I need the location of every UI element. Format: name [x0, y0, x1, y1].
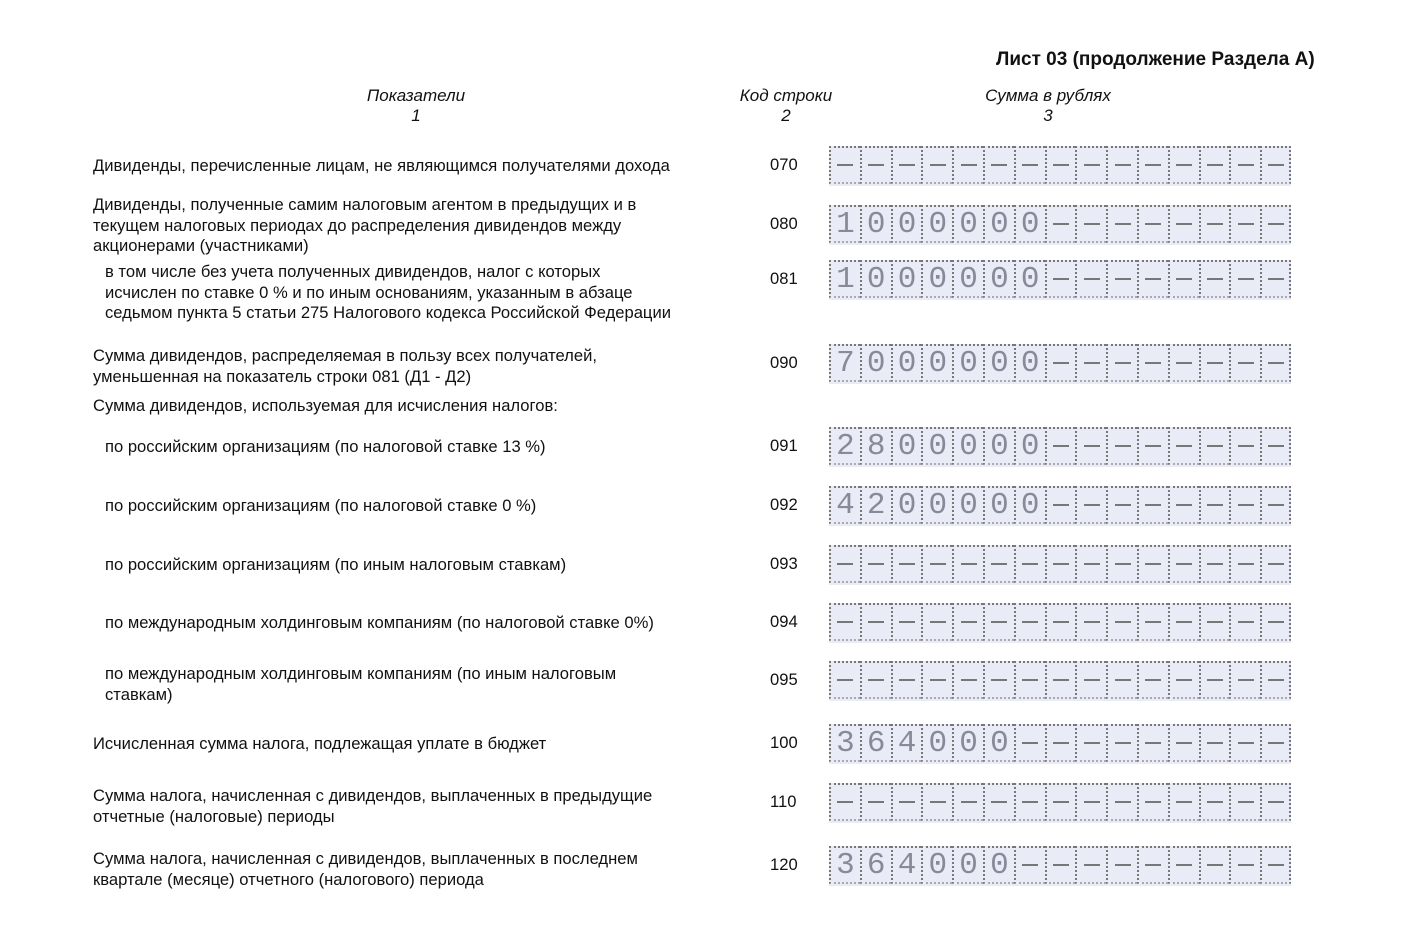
empty-cell-dash	[952, 661, 983, 699]
empty-cell-dash	[1229, 603, 1260, 641]
empty-cell-dash	[1168, 427, 1199, 465]
amount-field-070[interactable]	[829, 146, 1291, 186]
amount-field-110[interactable]	[829, 783, 1291, 823]
row-label-line: Сумма налога, начисленная с дивидендов, выплаченных в последнем	[93, 849, 638, 868]
empty-cell-dash	[1075, 260, 1106, 298]
empty-cell-dash	[1106, 545, 1137, 583]
empty-cell-dash	[1260, 545, 1291, 583]
digit-cell: 0	[983, 344, 1014, 382]
empty-cell-dash	[1137, 205, 1168, 243]
digit-cell: 0	[983, 486, 1014, 524]
empty-cell-dash	[891, 146, 922, 184]
digit-cell: 6	[860, 724, 891, 762]
empty-cell-dash	[1137, 846, 1168, 884]
digit-cell: 0	[921, 427, 952, 465]
empty-cell-dash	[1014, 846, 1045, 884]
empty-cell-dash	[921, 545, 952, 583]
empty-cell-dash	[860, 146, 891, 184]
empty-cell-dash	[1199, 146, 1230, 184]
digit-cell: 0	[983, 724, 1014, 762]
empty-cell-dash	[1045, 724, 1076, 762]
empty-cell-dash	[860, 783, 891, 821]
digit-cell: 0	[1014, 205, 1045, 243]
digit-cell: 0	[921, 846, 952, 884]
digit-cell: 0	[952, 260, 983, 298]
empty-cell-dash	[983, 783, 1014, 821]
digit-cell: 0	[1014, 427, 1045, 465]
row-label-line: по российским организациям (по налоговой ставке 13 %)	[105, 437, 546, 456]
empty-cell-dash	[1106, 783, 1137, 821]
empty-cell-dash	[1106, 146, 1137, 184]
empty-cell-dash	[1168, 260, 1199, 298]
empty-cell-dash	[1075, 427, 1106, 465]
digit-cell: 0	[983, 260, 1014, 298]
empty-cell-dash	[1106, 205, 1137, 243]
empty-cell-dash	[829, 603, 860, 641]
row-label-line: текущем налоговых периодах до распределения дивидендов между	[93, 215, 622, 235]
row-label-line: по российским организациям (по налоговой ставке 0 %)	[105, 496, 537, 515]
empty-cell-dash	[1229, 783, 1260, 821]
empty-cell-dash	[1045, 260, 1076, 298]
empty-cell-dash	[1199, 545, 1230, 583]
empty-cell-dash	[1229, 205, 1260, 243]
empty-cell-dash	[1137, 344, 1168, 382]
digit-cell: 0	[952, 205, 983, 243]
empty-cell-dash	[921, 783, 952, 821]
empty-cell-dash	[1199, 260, 1230, 298]
empty-cell-dash	[1199, 427, 1230, 465]
empty-cell-dash	[1137, 724, 1168, 762]
empty-cell-dash	[1137, 783, 1168, 821]
amount-field-080[interactable]	[829, 205, 1291, 245]
empty-cell-dash	[1137, 603, 1168, 641]
row-label-line: квартале (месяце) отчетного (налогового) периода	[93, 869, 484, 889]
digit-cell: 0	[952, 724, 983, 762]
empty-cell-dash	[1045, 783, 1076, 821]
empty-cell-dash	[1106, 427, 1137, 465]
empty-cell-dash	[1014, 146, 1045, 184]
row-label-line: уменьшенная на показатель строки 081 (Д1 - Д2)	[93, 366, 472, 386]
row-code-120: 120	[770, 855, 798, 874]
row-label-092	[105, 496, 536, 517]
empty-cell-dash	[1260, 846, 1291, 884]
empty-cell-dash	[1045, 427, 1076, 465]
empty-cell-dash	[891, 603, 922, 641]
empty-cell-dash	[829, 783, 860, 821]
column-title: Показатели	[366, 86, 466, 105]
section-note: Сумма дивидендов, используемая для исчисления налогов:	[93, 396, 558, 415]
empty-cell-dash	[891, 661, 922, 699]
digit-cell: 0	[891, 486, 922, 524]
sheet-title: Лист 03 (продолжение Раздела А)	[996, 49, 1315, 70]
empty-cell-dash	[1260, 661, 1291, 699]
column-header-line-code	[740, 86, 832, 126]
empty-cell-dash	[1106, 724, 1137, 762]
row-label-100	[93, 734, 546, 755]
empty-cell-dash	[1229, 846, 1260, 884]
digit-cell: 0	[891, 205, 922, 243]
digit-cell: 2	[829, 427, 860, 465]
row-label-line: Сумма налога, начисленная с дивидендов, выплаченных в предыдущие	[93, 786, 653, 805]
empty-cell-dash	[921, 603, 952, 641]
empty-cell-dash	[829, 146, 860, 184]
empty-cell-dash	[983, 146, 1014, 184]
amount-field-091[interactable]	[829, 427, 1291, 467]
digit-cell: 0	[952, 486, 983, 524]
digit-cell: 0	[921, 724, 952, 762]
row-label-line: акционерами (участниками)	[93, 236, 309, 255]
digit-cell: 7	[829, 344, 860, 382]
digit-cell: 1	[829, 205, 860, 243]
digit-cell: 4	[829, 486, 860, 524]
row-label-line: Исчисленная сумма налога, подлежащая уплате в бюджет	[93, 734, 547, 753]
empty-cell-dash	[1260, 783, 1291, 821]
amount-field-120[interactable]	[829, 846, 1291, 886]
row-label-094	[105, 613, 654, 634]
row-code-094: 094	[770, 612, 798, 631]
row-code-090: 090	[770, 353, 798, 372]
row-code-092: 092	[770, 495, 798, 514]
empty-cell-dash	[860, 545, 891, 583]
row-label-line: отчетные (налоговые) периоды	[93, 806, 335, 826]
empty-cell-dash	[1229, 486, 1260, 524]
empty-cell-dash	[1137, 260, 1168, 298]
empty-cell-dash	[1137, 661, 1168, 699]
empty-cell-dash	[1106, 603, 1137, 641]
row-label-line: по международным холдинговым компаниям (по иным налоговым	[105, 664, 617, 683]
empty-cell-dash	[952, 783, 983, 821]
empty-cell-dash	[952, 545, 983, 583]
digit-cell: 0	[891, 427, 922, 465]
column-header-amount	[985, 86, 1111, 126]
empty-cell-dash	[1075, 146, 1106, 184]
digit-cell: 0	[860, 205, 891, 243]
digit-cell: 3	[829, 724, 860, 762]
amount-field-093[interactable]	[829, 545, 1291, 585]
empty-cell-dash	[1045, 661, 1076, 699]
row-label-line: Дивиденды, перечисленные лицам, не являющимся получателями дохода	[93, 156, 670, 175]
empty-cell-dash	[1075, 545, 1106, 583]
column-number: 2	[781, 106, 791, 125]
row-label-line: в том числе без учета полученных дивидендов, налог с которых	[105, 262, 601, 281]
empty-cell-dash	[1075, 661, 1106, 699]
amount-field-081[interactable]	[829, 260, 1291, 300]
empty-cell-dash	[921, 146, 952, 184]
empty-cell-dash	[829, 545, 860, 583]
empty-cell-dash	[1199, 205, 1230, 243]
digit-cell: 0	[891, 344, 922, 382]
empty-cell-dash	[1260, 344, 1291, 382]
empty-cell-dash	[1260, 260, 1291, 298]
digit-cell: 6	[860, 846, 891, 884]
empty-cell-dash	[1045, 846, 1076, 884]
empty-cell-dash	[1168, 783, 1199, 821]
empty-cell-dash	[1168, 344, 1199, 382]
empty-cell-dash	[1075, 205, 1106, 243]
empty-cell-dash	[952, 603, 983, 641]
digit-cell: 0	[952, 846, 983, 884]
empty-cell-dash	[1229, 427, 1260, 465]
empty-cell-dash	[1014, 603, 1045, 641]
row-label-110	[93, 786, 652, 827]
row-label-line: по российским организациям (по иным налоговым ставкам)	[105, 555, 567, 574]
row-label-070	[93, 156, 670, 177]
empty-cell-dash	[1229, 724, 1260, 762]
empty-cell-dash	[1106, 661, 1137, 699]
digit-cell: 0	[983, 846, 1014, 884]
empty-cell-dash	[1199, 486, 1230, 524]
empty-cell-dash	[1014, 545, 1045, 583]
digit-cell: 0	[860, 344, 891, 382]
digit-cell: 2	[860, 486, 891, 524]
column-header-indicators	[367, 86, 465, 126]
row-code-080: 080	[770, 214, 798, 233]
empty-cell-dash	[891, 545, 922, 583]
empty-cell-dash	[1229, 260, 1260, 298]
digit-cell: 4	[891, 724, 922, 762]
empty-cell-dash	[1168, 661, 1199, 699]
empty-cell-dash	[1106, 260, 1137, 298]
row-label-line: исчислен по ставке 0 % и по иным основаниям, указанным в абзаце	[105, 282, 633, 302]
empty-cell-dash	[1168, 724, 1199, 762]
empty-cell-dash	[1199, 783, 1230, 821]
amount-field-092[interactable]	[829, 486, 1291, 526]
digit-cell: 0	[921, 205, 952, 243]
row-label-081	[105, 262, 671, 324]
empty-cell-dash	[1168, 205, 1199, 243]
empty-cell-dash	[1260, 486, 1291, 524]
empty-cell-dash	[1199, 724, 1230, 762]
digit-cell: 0	[921, 260, 952, 298]
empty-cell-dash	[1229, 545, 1260, 583]
empty-cell-dash	[1045, 205, 1076, 243]
empty-cell-dash	[1045, 486, 1076, 524]
empty-cell-dash	[1260, 724, 1291, 762]
empty-cell-dash	[1168, 545, 1199, 583]
digit-cell: 0	[1014, 260, 1045, 298]
empty-cell-dash	[921, 661, 952, 699]
empty-cell-dash	[1199, 846, 1230, 884]
empty-cell-dash	[1045, 344, 1076, 382]
row-label-093	[105, 555, 566, 576]
empty-cell-dash	[1199, 661, 1230, 699]
column-title: Код строки	[739, 86, 833, 105]
digit-cell: 0	[891, 260, 922, 298]
empty-cell-dash	[952, 146, 983, 184]
row-label-091	[105, 437, 546, 458]
empty-cell-dash	[1106, 344, 1137, 382]
empty-cell-dash	[1168, 486, 1199, 524]
empty-cell-dash	[1168, 603, 1199, 641]
row-label-120	[93, 849, 638, 890]
empty-cell-dash	[1229, 344, 1260, 382]
row-code-100: 100	[770, 733, 798, 752]
empty-cell-dash	[1199, 603, 1230, 641]
empty-cell-dash	[1075, 724, 1106, 762]
empty-cell-dash	[1075, 603, 1106, 641]
empty-cell-dash	[860, 661, 891, 699]
empty-cell-dash	[1075, 846, 1106, 884]
empty-cell-dash	[1137, 486, 1168, 524]
empty-cell-dash	[860, 603, 891, 641]
amount-field-100[interactable]	[829, 724, 1291, 764]
column-number: 1	[411, 106, 421, 125]
empty-cell-dash	[829, 661, 860, 699]
empty-cell-dash	[1075, 486, 1106, 524]
empty-cell-dash	[1045, 545, 1076, 583]
empty-cell-dash	[1045, 146, 1076, 184]
amount-field-094[interactable]	[829, 603, 1291, 643]
amount-field-090[interactable]	[829, 344, 1291, 384]
row-label-090	[93, 346, 597, 387]
digit-cell: 4	[891, 846, 922, 884]
empty-cell-dash	[1137, 545, 1168, 583]
row-label-line: седьмом пункта 5 статьи 275 Налогового кодекса Российской Федерации	[105, 303, 671, 322]
digit-cell: 0	[983, 205, 1014, 243]
empty-cell-dash	[1106, 486, 1137, 524]
empty-cell-dash	[1168, 146, 1199, 184]
row-label-line: Сумма дивидендов, распределяемая в пользу всех получателей,	[93, 346, 597, 365]
amount-field-095[interactable]	[829, 661, 1291, 701]
empty-cell-dash	[1229, 661, 1260, 699]
column-number: 3	[1043, 106, 1053, 125]
column-title: Сумма в рублях	[985, 86, 1111, 105]
row-label-line: ставкам)	[105, 684, 173, 704]
empty-cell-dash	[983, 545, 1014, 583]
empty-cell-dash	[1106, 846, 1137, 884]
row-code-110: 110	[770, 792, 797, 811]
empty-cell-dash	[1168, 846, 1199, 884]
digit-cell: 0	[921, 344, 952, 382]
empty-cell-dash	[1137, 146, 1168, 184]
digit-cell: 3	[829, 846, 860, 884]
row-label-080	[93, 195, 636, 257]
row-code-095: 095	[770, 670, 798, 689]
empty-cell-dash	[1260, 427, 1291, 465]
empty-cell-dash	[1260, 205, 1291, 243]
digit-cell: 0	[921, 486, 952, 524]
empty-cell-dash	[1199, 344, 1230, 382]
empty-cell-dash	[983, 661, 1014, 699]
digit-cell: 0	[1014, 344, 1045, 382]
empty-cell-dash	[1075, 783, 1106, 821]
row-label-line: по международным холдинговым компаниям (по налоговой ставке 0%)	[105, 613, 654, 632]
row-code-093: 093	[770, 554, 798, 573]
empty-cell-dash	[1260, 603, 1291, 641]
digit-cell: 0	[952, 427, 983, 465]
digit-cell: 0	[860, 260, 891, 298]
row-code-091: 091	[770, 436, 798, 455]
row-code-081: 081	[770, 269, 798, 288]
empty-cell-dash	[1014, 661, 1045, 699]
row-code-070: 070	[770, 155, 798, 174]
empty-cell-dash	[891, 783, 922, 821]
empty-cell-dash	[1260, 146, 1291, 184]
empty-cell-dash	[1229, 146, 1260, 184]
digit-cell: 0	[983, 427, 1014, 465]
empty-cell-dash	[1075, 344, 1106, 382]
empty-cell-dash	[1014, 724, 1045, 762]
digit-cell: 0	[952, 344, 983, 382]
row-label-095	[105, 664, 616, 705]
digit-cell: 8	[860, 427, 891, 465]
empty-cell-dash	[1014, 783, 1045, 821]
row-label-line: Дивиденды, полученные самим налоговым агентом в предыдущих и в	[93, 195, 637, 214]
empty-cell-dash	[1137, 427, 1168, 465]
digit-cell: 0	[1014, 486, 1045, 524]
digit-cell: 1	[829, 260, 860, 298]
empty-cell-dash	[983, 603, 1014, 641]
empty-cell-dash	[1045, 603, 1076, 641]
